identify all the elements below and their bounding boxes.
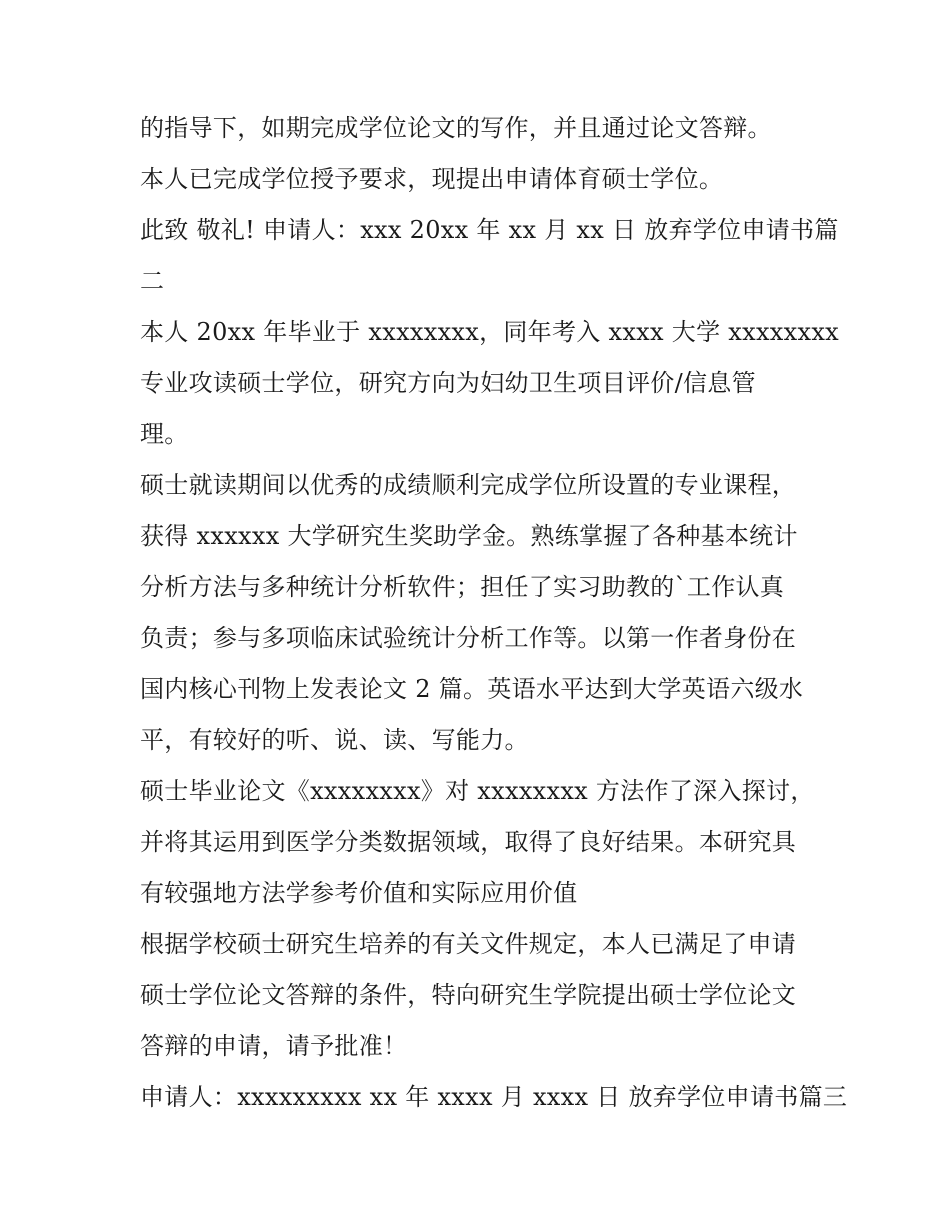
text-line: 有较强地方法学参考价值和实际应用价值 (140, 879, 578, 907)
text-line: 并将其运用到医学分类数据领域，取得了良好结果。本研究具 (140, 828, 797, 856)
text-line: 平，有较好的听、说、读、写能力。 (140, 726, 529, 754)
text-line: 分析方法与多种统计分析软件；担任了实习助教的`工作认真 (140, 573, 785, 601)
text-line: 国内核心刊物上发表论文 2 篇。英语水平达到大学英语六级水 (140, 675, 804, 703)
text-line: 硕士毕业论文《xxxxxxxx》对 xxxxxxxx 方法作了深入探讨， (140, 777, 815, 805)
text-line: 理。 (140, 420, 189, 448)
text-line: 获得 xxxxxx 大学研究生奖助学金。熟练掌握了各种基本统计 (140, 522, 798, 550)
text-line: 专业攻读硕士学位，研究方向为妇幼卫生项目评价/信息管 (140, 369, 756, 397)
text-line: 二 (140, 267, 165, 295)
text-line: 此致 敬礼! 申请人：xxx 20xx 年 xx 月 xx 日 放弃学位申请书篇 (140, 216, 839, 244)
text-line: 答辩的申请，请予批准！ (140, 1032, 408, 1060)
text-line: 本人已完成学位授予要求，现提出申请体育硕士学位。 (140, 165, 724, 193)
text-line: 硕士学位论文答辩的条件，特向研究生学院提出硕士学位论文 (140, 981, 797, 1009)
text-line: 申请人：xxxxxxxxx xx 年 xxxx 月 xxxx 日 放弃学位申请书篇三 (140, 1083, 848, 1111)
text-line: 硕士就读期间以优秀的成绩顺利完成学位所设置的专业课程， (140, 471, 797, 499)
text-line: 负责；参与多项临床试验统计分析工作等。以第一作者身份在 (140, 624, 797, 652)
text-line: 本人 20xx 年毕业于 xxxxxxxx，同年考入 xxxx 大学 xxxxxxxx (140, 318, 839, 346)
text-line: 根据学校硕士研究生培养的有关文件规定，本人已满足了申请 (140, 930, 797, 958)
text-line: 的指导下，如期完成学位论文的写作，并且通过论文答辩。 (140, 114, 772, 142)
